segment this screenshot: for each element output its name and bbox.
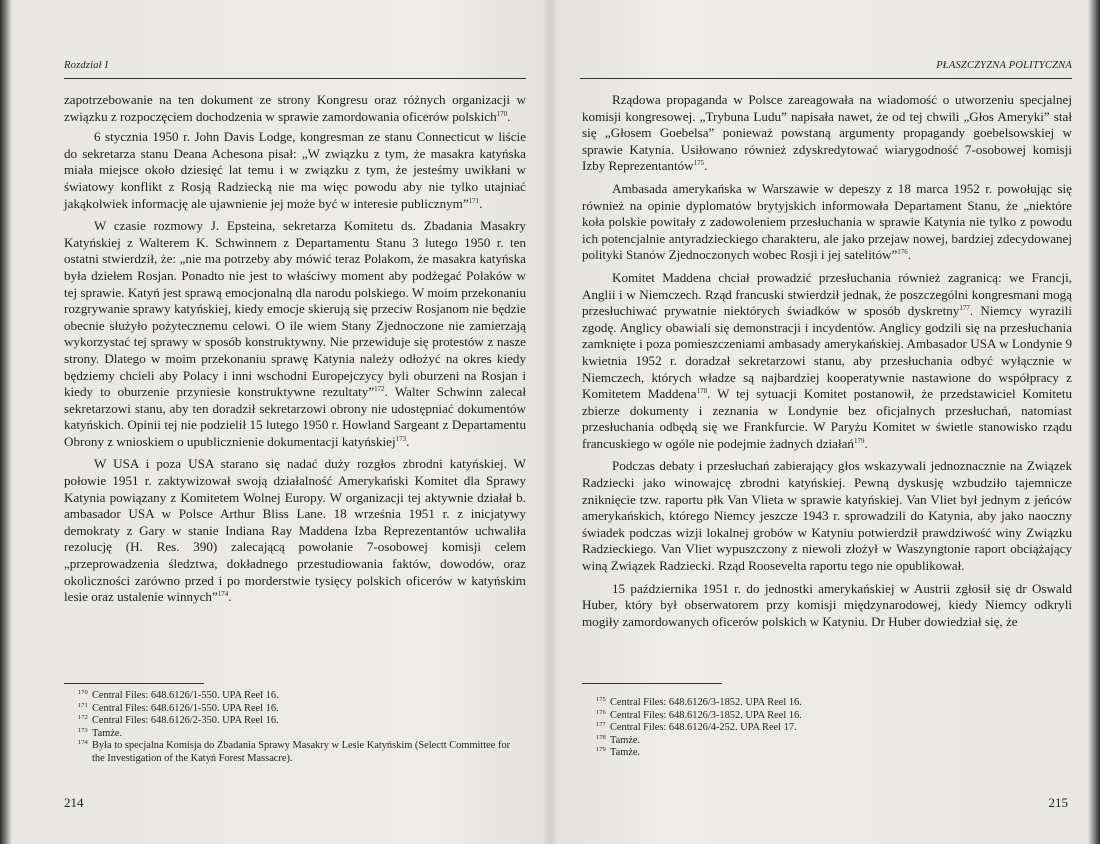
- footnote: $^{173}$ Tamże.: [78, 726, 123, 739]
- running-head: PŁASZCZYZNA POLITYCZNA: [936, 60, 1072, 71]
- footnote: $^{174}$ Była to specjalna Komisja do Zbadania Sprawy Masakry w Lesie Katyńskim (Selectt Committee for the Investigation of the Katyń Forest Massacre).: [78, 739, 511, 764]
- footnote-ref: 178: [696, 387, 708, 396]
- footnote-ref: 171: [468, 196, 480, 205]
- footnote: $^{178}$ Tamże.: [596, 733, 641, 746]
- running-head: Rozdział I: [64, 60, 109, 71]
- footnote-rule: [64, 683, 204, 684]
- body-text: [582, 92, 1072, 634]
- footnote: $^{175}$ Central Files: 648.6126/3-1852. UPA Reel 16.: [596, 696, 802, 708]
- paragraph: 6 stycznia 1950 r. John Davis Lodge, kongresman ze stanu Connecticut w liście do sekretarza stanu Deana Achesona pisał: „W związku z tym, że masakra katyńska miała miejsce około dziesięć lat temu i w związku z tym, że jesteśmy uwikłani w światowy konflikt z Rosją Radziecką nie ma więc powodu aby nie tylko utajniać jakąkolwiek informację ale ujawnienie jej może być w interesie publicznym”$^{171}$.: [64, 129, 526, 211]
- footnote-ref: 173: [395, 434, 407, 443]
- paragraph: 15 października 1951 r. do jednostki amerykańskiej w Austrii zgłosił się dr Oswald Huber, który był obserwatorem przy komisji międzynarodowej, kiedy Niemcy odkryli mogiły zamordowanych oficerów polskich w Katyniu. Dr Huber dowiedział się, że: [582, 580, 1072, 629]
- footnotes: [582, 697, 1042, 760]
- header-rule: [580, 78, 1072, 79]
- footnote: $^{177}$ Central Files: 648.6126/4-252. UPA Reel 17.: [596, 721, 797, 734]
- paragraph: Ambasada amerykańska w Warszawie w depeszy z 18 marca 1952 r. powołując się również na opinie dyplomatów brytyjskich informowała Departament Stanu, że „niektóre koła polskie powitały z zadowoleniem przesłuchania w sprawie Katynia nie tylko z powodu ich potencjalnie antyradzieckiego charakteru, ale jako przejaw nowej, bardziej zdecydowanej polityki Stanów Zjednoczonych wobec Rosji i jej satelitów”$^{176}$.: [582, 180, 1072, 263]
- paragraph: W USA i poza USA starano się nadać duży rozgłos zbrodni katyńskiej. W połowie 1951 r. zaktywizował swoją działalność Amerykański Komitet dla Sprawy Katynia powiązany z Komitetem Wolnej Europy. W organizacji tej aktywnie działał b. ambasador USA w Polsce Arthur Bliss Lane. 18 września 1951 r. z inicjatywy demokraty z Gary w stanie Indiana Ray Maddena Izba Reprezentantów uchwaliła rezolucję (H. Res. 390) zalecającą powołanie 7-osobowej komisji celem „przeprowadzenia śledztwa, dokładnego przestudiowania faktów, dowodów, oraz okoliczności zarówno przed i po morderstwie tysięcy polskich oficerów w katyńskim lesie oraz ustalenie winnych”$^{174}$.: [64, 456, 526, 605]
- footnote-ref: 170: [496, 109, 508, 118]
- page-number: 214: [64, 795, 84, 810]
- footnote: $^{170}$ Central Files: 648.6126/1-550. UPA Reel 16.: [78, 689, 279, 701]
- footnote-ref: 172: [374, 385, 385, 394]
- footnote-ref: 176: [897, 248, 908, 257]
- footnote-ref: 179: [853, 436, 865, 445]
- footnote: $^{172}$ Central Files: 648.6126/2-350. UPA Reel 16.: [78, 714, 279, 727]
- left-page: [14, 0, 548, 844]
- paragraph: Rządowa propaganda w Polsce zareagowała na wiadomość o utworzeniu specjalnej komisji kongresowej. „Trybuna Ludu” napisała nawet, że od tej chwili „Głos Ameryki” stał się „Głosem Goebelsa” ponieważ powstaną argumenty propagandy goebelsowskiej w sprawie Katynia. Usiłowano również zdyskredytować wiarygodność 7-osobowej komisji Izby Reprezentantów$^{175}$.: [582, 92, 1072, 174]
- body-text: [64, 92, 526, 610]
- paragraph: zapotrzebowanie na ten dokument ze strony Kongresu oraz różnych organizacji w związku z rozpoczęciem dochodzenia w sprawie zamordowania oficerów polskich$^{170}$.: [64, 92, 526, 124]
- footnote-ref: 177: [959, 304, 970, 313]
- footnote-ref: 174: [217, 590, 229, 599]
- page-number: 215: [1048, 795, 1068, 810]
- paragraph: Komitet Maddena chciał prowadzić przesłuchania również zagranicą: we Francji, Anglii i w Niemczech. Rząd francuski stwierdził jednak, że poszczególni kongresmani mogą przesłuchiwać prywatnie niektórych świadków w sposób dyskretny$^{177}$. Niemcy wyrazili zgodę. Anglicy obawiali się demonstracji i incydentów. Anglicy godzili się na przesłuchania zamknięte i poza pomieszczeniami ambasady amerykańskiej. Ambasador USA w Londynie 9 kwietnia 1952 r. doradzał sekretarzowi stanu, aby przesłuchania odbyć wyłącznie w Niemczech, których władze są najbardziej kooperatywnie nastawione do współpracy z Komitetem Maddena$^{178}$. W tej sytuacji Komitet postanowił, że przedstawiciel Komitetu zbierze dokumenty i zeznania w Londynie bez oficjalnych przesłuchań, natomiast przesłuchania odbędą się we Frankfurcie. W Paryżu Komitet w świetle stanowisko rządu francuskiego w ogóle nie podejmie żadnych działań$^{179}$.: [582, 269, 1073, 451]
- footnote: $^{171}$ Central Files: 648.6126/1-550. UPA Reel 16.: [78, 701, 279, 714]
- footnote: $^{179}$ Tamże.: [596, 746, 641, 759]
- footnote-ref: 175: [693, 159, 705, 168]
- header-rule: [64, 78, 526, 79]
- paragraph: Podczas debaty i przesłuchań zabierający głos wskazywali jednoznacznie na Związek Radziecki jako winowajcę zbrodni katyńskiej. Pewną dyskusję wzbudziło tajemnicze zniknięcie tzw. raportu płk Van Vlieta w sprawie katyńskiej. Van Vliet był jednym z jeńców amerykańskich, którego Niemcy jeszcze 1943 r. sprowadzili do Katynia, aby jako naoczny świadek podczas wizji lokalnej grobów w Katyniu potwierdził prawdziwość winy Związku Radzieckiego. Van Vliet wypuszczony z niewoli złożył w Waszyngtonie raport obciążający winą Związek Radziecki. Rząd Roosevelta raportu tego nie opublikował.: [582, 458, 1072, 574]
- footnotes: [64, 690, 524, 766]
- right-page: [552, 0, 1086, 844]
- footnote: $^{176}$ Central Files: 648.6126/3-1852. UPA Reel 16.: [596, 708, 802, 721]
- paragraph: W czasie rozmowy J. Epsteina, sekretarza Komitetu ds. Zbadania Masakry Katyńskiej z Walterem K. Schwinnem z Departamentu Stanu 3 lutego 1950 r. ten ostatni stwierdził, że: „nie ma potrzeby aby mówić teraz Polakom, że masakra katyńska była dziełem Rosjan. Ponadto nie jest to właściwy moment aby podżegać Polaków w tej sprawie. Katyń jest sprawą emocjonalną dla narodu polskiego. W moim przekonaniu rozgrywanie sprawy katyńskiej, kiedy emocje skierują się przeciw Rosjanom nie będzie obecnie służyło pożytecznemu celowi. O ile wiem Stany Zjednoczone nie zamierzają wykorzystać tej sprawy w sposób konstruktywny. Nie przewiduje się protestów z nasze strony. Dlatego w moim przekonaniu sprawę Katynia należy odłożyć na okres kiedy będziemy chcieli aby Polacy i inni wschodni Europejczycy byli oburzeni na Rosjan i kiedy to oburzenie przyniesie konstruktywne rezultaty”$^{172}$. Walter Schwinn zalecał sekretarzowi stanu, aby ten doradził sekretarzowi obrony nie udostępniać dokumentów katyńskich. Opinii tej nie podzielił 15 lutego 1950 r. Howland Sargeant z Departamentu Obrony z wnioskiem o upublicznienie dokumentacji katyńskiej$^{173}$.: [64, 218, 527, 449]
- footnote-rule: [582, 683, 722, 684]
